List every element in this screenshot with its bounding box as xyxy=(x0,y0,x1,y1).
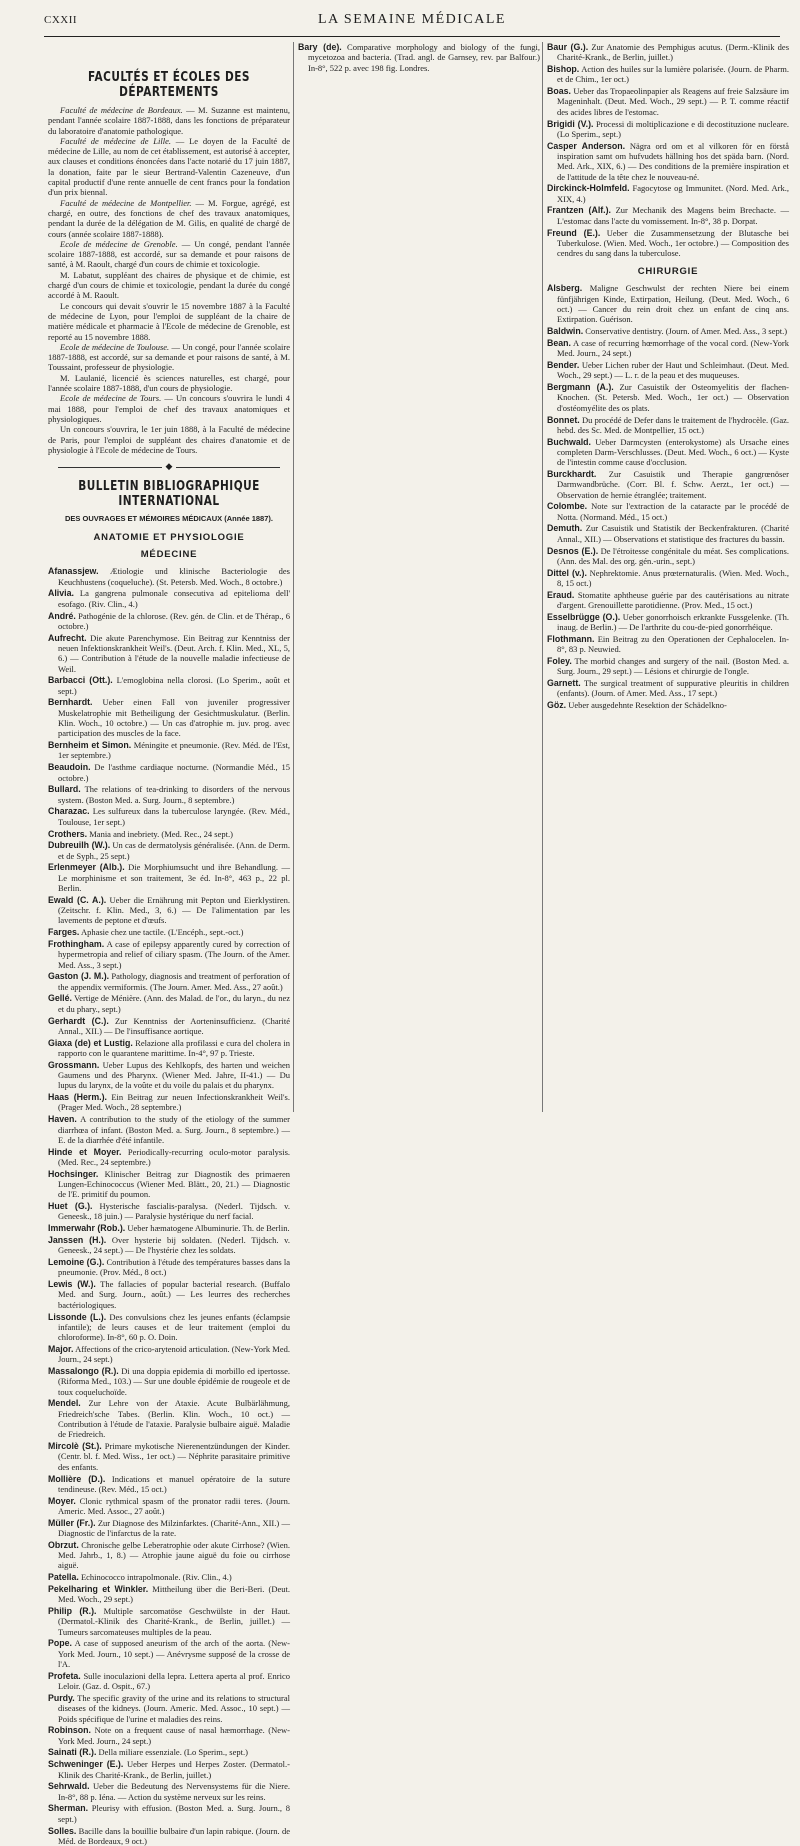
entry-text: Ueber hæmatogene Albuminurie. Th. de Berlin. xyxy=(125,1223,290,1234)
entry-author: Buchwald. xyxy=(547,436,591,447)
bibliography-entry xyxy=(547,634,789,655)
entry-text: Ueber das Tropaeolinpapier als Reagens auf freie Salzsäure im Mageninhalt. (Deut. Med. Woch., 29 sept.) — P. T. comme réactif des acides libres de l'estomac. xyxy=(557,86,789,117)
entry-text: Stomatite aphtheuse guérie par des cautérisations au nitrate d'argent. Grenouillette parotidienne. (Prov. Med., 15 oct.) xyxy=(557,589,789,611)
bibliography-entry xyxy=(48,1016,290,1037)
bibliography-entry xyxy=(48,784,290,805)
facultes-body xyxy=(48,105,290,455)
bibliography-entry xyxy=(547,86,789,117)
bibliography-entry xyxy=(48,1638,290,1669)
bibliography-entry xyxy=(48,1693,290,1724)
bibliography-entry xyxy=(48,675,290,696)
paragraph-text: Un concours s'ouvrira, le 1er juin 1888, à la Faculté de médecine de Paris, pour l'emploi de suppléant des chaires d'anatomie et de physiologie à l'Ecole de médecine de Tours. xyxy=(48,424,290,455)
entry-text: Zur Casuistik und Statistik der Beckenfrakturen. (Charité Annal., XII.) — Observations et statistique des fractures du bassin. xyxy=(557,523,789,544)
facultes-paragraph xyxy=(48,239,290,270)
entry-text: Pathology, diagnosis and treatment of perforation of the appendix vermiformis. (The Journ. Amer. Med. Ass., 27 août.) xyxy=(58,971,290,992)
journal-title: LA SEMAINE MÉDICALE xyxy=(318,12,506,27)
bulletin-heading: BULLETIN BIBLIOGRAPHIQUE INTERNATIONAL xyxy=(78,478,260,510)
entry-text: Ueber die Bedeutung des Nervensystems für die Niere. In-8°, 88 p. Iéna. — Action du système nerveux sur les reins. xyxy=(58,1781,290,1802)
entry-author: Crothers. xyxy=(48,828,88,839)
entry-author: Burckhardt. xyxy=(547,468,597,479)
bibliography-entry xyxy=(48,1235,290,1256)
section-medecine xyxy=(48,549,290,1846)
entry-text: Maligne Geschwulst der rechten Niere bei einem fünfjährigen Kinde, Extirpation, Heilung. (Deut. Med. Woch., 6 oct.) — Cancer du rein droit chez un enfant de cinq ans. Extirpation. Guérison. xyxy=(557,283,789,325)
section-heading-chirurgie: CHIRURGIE xyxy=(637,266,699,278)
entry-author: Dubreuilh (W.). xyxy=(48,840,111,851)
entry-author: Casper Anderson. xyxy=(547,140,626,151)
entry-text: Multiple sarcomatöse Geschwülste in der Haut. (Dermatol.-Klinik des Charité-Krank., de Berlin, juillet.) — Tumeurs sarcomateuses multiples de la peau. xyxy=(58,1606,290,1637)
bibliography-entry xyxy=(48,1759,290,1780)
entry-author: Gaston (J. M.). xyxy=(48,971,110,982)
entry-author: Eraud. xyxy=(547,589,575,600)
entry-author: Farges. xyxy=(48,927,80,938)
entry-text: The morbid changes and surgery of the nail. (Boston Med. a. Surg. Journ., 29 sept.) — Lésions et chirurgie de l'ongle. xyxy=(557,656,789,677)
facultes-paragraph xyxy=(48,270,290,301)
entry-text: Clonic rythmical spasm of the pronator radii teres. (Journ. Americ. Med. Assoc., 27 août.) xyxy=(58,1495,290,1516)
paragraph-text: — Un congé, pour l'année scolaire 1887-1888, est accordé, sur sa demande et pour raisons de santé, à M. Toussaint, professeur de physiologie. xyxy=(48,341,290,373)
bibliography-entry xyxy=(48,697,290,738)
entry-author: Demuth. xyxy=(547,523,583,534)
bibliography-entry xyxy=(48,862,290,893)
entry-author: Ewald (C. A.). xyxy=(48,894,107,905)
entry-text: Pleurisy with effusion. (Boston Med. a. Surg. Journ., 8 sept.) xyxy=(58,1803,290,1824)
entry-author: Garnett. xyxy=(547,678,581,689)
bibliography-entry xyxy=(547,119,789,140)
bibliography-entry xyxy=(48,1671,290,1692)
entry-author: Bullard. xyxy=(48,784,81,795)
bibliography-entry xyxy=(48,1803,290,1824)
entry-text: Bacille dans la bouillie bulbaire d'un lapin rabique. (Journ. de Méd. de Bordeaux, 9 oct.) xyxy=(58,1825,290,1846)
entry-author: Solles. xyxy=(48,1825,77,1836)
entry-author: Flothmann. xyxy=(547,633,595,644)
entry-text: Nägra ord om et al vilkoren för en förstå inspiration samt om hufvudets hällning hos det späda barn. (Nord. Med. Ark., XIX, 6.) — Des conditions de la première inspiration et de l'attitude de la tête chez le nouveau-né. xyxy=(557,140,789,182)
bibliography-entry xyxy=(48,1147,290,1168)
entry-author: Haven. xyxy=(48,1114,77,1125)
bibliography-entry xyxy=(48,762,290,783)
entry-text: Primare mykotische Nierenentzündungen der Kinder. (Centr. bl. f. Med. Wiss., 1er oct.) — Néphrite parasitaire primitive des enfants. xyxy=(58,1441,290,1472)
entry-author: Immerwahr (Rob.). xyxy=(48,1223,126,1234)
entry-text: Indications et manuel opératoire de la suture tendineuse. (Rev. Méd., 15 oct.) xyxy=(58,1473,290,1494)
text-column-3 xyxy=(547,42,789,1114)
entry-author: Janssen (H.). xyxy=(48,1235,107,1245)
entry-text: Nephrektomie. Anus prœternaturalis. (Wien. Med. Woch., 8, 15 oct.) xyxy=(557,567,789,588)
bibliography-entry xyxy=(298,42,540,73)
entry-author: Bergmann (A.). xyxy=(547,382,614,393)
paragraph-lead: Ecole de médecine de Tours. xyxy=(60,393,162,404)
entry-text: Ueber Lichen ruber der Haut und Schleimhaut. (Deut. Med. Woch., 29 sept.) — L. r. de la peau et des muqueuses. xyxy=(557,360,789,381)
entry-author: Boas. xyxy=(547,86,571,97)
bibliography-entry xyxy=(547,141,789,182)
entry-author: Robinson. xyxy=(48,1725,92,1736)
bibliography-entry xyxy=(48,588,290,609)
bibliography-entry xyxy=(48,1747,290,1757)
bibliography-entry xyxy=(547,700,789,710)
bibliography-entry xyxy=(48,1344,290,1365)
bibliography-entry xyxy=(547,64,789,85)
entry-author: Dittel (v.). xyxy=(547,567,587,578)
paragraph-lead: Ecole de médecine de Toulouse. xyxy=(60,341,170,352)
entry-author: Aufrecht. xyxy=(48,632,87,643)
entry-text: The fallacies of popular bacterial research. (Buffalo Med. and Surg. Journ., août.) — Les leurres des recherches bactériologiques. xyxy=(58,1279,290,1310)
facultes-paragraph xyxy=(48,198,290,239)
section-divider: ◆ xyxy=(48,461,290,473)
entry-text: Note on a frequent cause of nasal hæmorrhage. (New-York Med. Journ., 24 sept.) xyxy=(58,1725,290,1746)
column-divider xyxy=(542,42,543,1112)
bibliography-entry xyxy=(547,415,789,436)
bibliography-entry xyxy=(547,437,789,468)
bibliography-entry xyxy=(48,566,290,587)
entry-text: Vertige de Ménière. (Ann. des Malad. de l'or., du laryn., du nez et du phary., sept.) xyxy=(58,993,290,1014)
entry-text: Over hysterie bij soldaten. (Nederl. Tijdsch. v. Geneesk., 24 sept.) — De l'hystérie chez les soldats. xyxy=(58,1235,290,1256)
bibliography-entry xyxy=(48,1223,290,1233)
entry-text: Affections of the crico-arytenoid articulation. (New-York Med. Journ., 24 sept.) xyxy=(58,1343,290,1365)
bibliography-entry xyxy=(547,501,789,522)
entry-author: Frantzen (Alf.). xyxy=(547,205,612,216)
entry-text: La gangrena pulmonale consecutiva ad epitelioma dell' esofago. (Riv. Clin., 4.) xyxy=(58,588,290,609)
entry-text: Zur Lehre von der Ataxie. Acute Bulbärlähmung, Friedreich'sche Tabes. (Berlin. Klin. Woch., 10 oct.) — Contribution à l'étude de l'ataxie. Paralysie bulbaire aiguë. Maladie de Friedreich. xyxy=(58,1398,290,1440)
bibliography-entry xyxy=(547,326,789,336)
facultes-heading: FACULTÉS ET ÉCOLES DES DÉPARTEMENTS xyxy=(88,69,250,100)
entry-text: Ueber Darmcysten (enterokystome) als Ursache eines completen Darm-Verschlusses. (Deut. Med. Woch., 6 oct.) — Kyste de l'intestin comme cause d'occlusion. xyxy=(557,436,789,468)
entry-author: Gellé. xyxy=(48,993,72,1004)
bibliography-entry xyxy=(48,1496,290,1517)
bibliography-entry xyxy=(48,895,290,926)
bibliography-entry xyxy=(48,1441,290,1472)
bibliography-entry xyxy=(48,1201,290,1222)
text-column-2 xyxy=(298,42,540,1114)
bibliography-entry xyxy=(547,183,789,204)
entry-author: Alsberg. xyxy=(547,283,583,294)
bibliography-entry xyxy=(547,523,789,544)
entry-text: Ein Beitrag zu den Operationen der Cephalocelen. In-8°, 83 p. Neuwied. xyxy=(557,633,789,655)
entry-author: Purdy. xyxy=(48,1692,75,1703)
entry-author: Baur (G.). xyxy=(547,42,589,52)
bibliography-entry xyxy=(48,971,290,992)
entry-text: Mania and inebriety. (Med. Rec., 24 sept.) xyxy=(87,828,233,839)
entry-author: Mircolè (St.). xyxy=(48,1441,102,1452)
entry-author: Dirckinck-Holmfeld. xyxy=(547,183,630,194)
section-heading: ANATOMIE ET PHYSIOLOGIE xyxy=(93,532,245,544)
entry-text: Di una doppia epidemia di morbillo ed ipertosse. (Riforma Med., 103.) — Sur une double épidémie de rougeole et de toux coqueluchoïde. xyxy=(58,1366,290,1397)
entry-text: Fagocytose og Immunitet. (Nord. Med. Ark., XIX, 4.) xyxy=(557,183,789,204)
entry-text: Du procédé de Defer dans le traitement de l'hydrocèle. (Gaz. hebd. des Sc. Med. de Montpellier, 15 oct.) xyxy=(557,414,789,435)
entry-author: Brigidi (V.). xyxy=(547,118,594,129)
entry-author: Huet (G.). xyxy=(48,1201,93,1212)
entry-text: Zur Anatomie des Pemphigus acutus. (Derm.-Klinik des Charité-Krank., de Berlin, juillet.) xyxy=(557,42,790,63)
entry-author: Bary (de). xyxy=(298,42,342,52)
entry-author: Massalongo (R.). xyxy=(48,1366,119,1377)
entry-text: A case of epilepsy apparently cured by correction of hypermetropia and relief of ciliary spasm. (The Journ. of the Amer. Med. Ass., 3 sept.) xyxy=(58,938,290,970)
bibliography-entry xyxy=(547,656,789,677)
facultes-paragraph xyxy=(48,301,290,342)
entry-text: Ein Beitrag zur neuen Infectionskrankheit Weil's. (Prager Med. Woch., 28 septembre.) xyxy=(58,1092,290,1113)
entry-author: Bernheim et Simon. xyxy=(48,740,132,751)
bibliography-entry xyxy=(48,840,290,861)
bibliography-entry xyxy=(48,1606,290,1637)
bibliography-entry xyxy=(48,1572,290,1582)
bibliography-entry xyxy=(547,360,789,381)
bibliography-entry xyxy=(547,546,789,567)
text-column-1 xyxy=(48,42,291,1846)
bibliography-entry xyxy=(547,568,789,589)
entry-text: Contribution à l'étude des températures basses dans la pneumonie. (Prov. Méd., 8 oct.) xyxy=(58,1257,290,1278)
entry-list-continued xyxy=(298,42,540,73)
entry-author: Colombe. xyxy=(547,501,588,512)
bibliography-entry xyxy=(547,283,789,324)
entry-text: Zur Mechanik des Magens beim Brechacte. — L'estomac dans l'acte du vomissement. In-8°, 38 p. Dorpat. xyxy=(557,205,789,226)
entry-text: Echinococco intrapolmonale. (Riv. Clin., 4.) xyxy=(78,1572,232,1583)
bibliography-entry xyxy=(547,612,789,633)
entry-author: Desnos (E.). xyxy=(547,545,599,556)
entry-text: A case of supposed aneurism of the arch of the aorta. (New-York Med. Journ., 10 sept.) — Anévrysme supposé de la crosse de l'A. xyxy=(58,1638,290,1670)
bibliography-entry xyxy=(48,1060,290,1091)
entry-author: Bean. xyxy=(547,337,571,348)
entry-author: Esselbrügge (O.). xyxy=(547,611,621,622)
entry-author: Bender. xyxy=(547,360,580,371)
entry-author: André. xyxy=(48,610,76,621)
entry-author: Barbacci (Ott.). xyxy=(48,675,113,686)
entry-author: Beaudoin. xyxy=(48,762,91,773)
entry-author: Lewis (W.). xyxy=(48,1279,96,1290)
entry-text: Della miliare essenziale. (Lo Sperim., sept.) xyxy=(96,1747,248,1758)
entry-text: A case of recurring hœmorrhage of the vocal cord. (New-York Med. Journ., 24 sept.) xyxy=(557,337,789,359)
entry-text: The surgical treatment of suppurative pleuritis in children (enfants). (Journ. of Amer. Med. Ass., 17 sept.) xyxy=(557,678,789,699)
bibliography-entry xyxy=(547,228,789,259)
entry-author: Lissonde (L.). xyxy=(48,1311,107,1322)
entry-author: Haas (Herm.). xyxy=(48,1092,107,1103)
entry-text: Conservative dentistry. (Journ. of Amer. Med. Ass., 3 sept.) xyxy=(583,326,788,337)
entry-list-continued xyxy=(547,42,789,258)
entry-author: Gerhardt (C.). xyxy=(48,1015,109,1026)
entry-text: Note sur l'extraction de la cataracte par le procédé de Notta. (Normand. Méd., 15 oct.) xyxy=(557,501,789,522)
entry-text: Un cas de dermatolysis généralisée. (Ann. de Derm. et de Syph., 25 sept.) xyxy=(58,840,290,861)
header-rule xyxy=(44,36,780,37)
entry-author: Mendel. xyxy=(48,1398,81,1409)
facultes-paragraph xyxy=(48,105,290,136)
entry-author: Pope. xyxy=(48,1638,72,1649)
bibliography-entry xyxy=(48,1474,290,1495)
page-number: CXXII xyxy=(44,14,78,26)
paragraph-text: — M. Forgue, agrégé, est chargé, en outre, des fonctions de chef des travaux anatomiques, pendant la durée de la délégation de M. Gilis, en qualité de chargé de cours (année scolaire 1887-1888). xyxy=(48,197,290,239)
bibliography-entry xyxy=(48,633,290,674)
bibliography-entry xyxy=(48,1781,290,1802)
entry-author: Pekelharing et Winkler. xyxy=(48,1584,149,1594)
facultes-paragraph xyxy=(48,424,290,455)
paragraph-text: — Un concours s'ouvrira le lundi 4 mai 1888, pour l'emploi de chef des travaux anatomiques et physiologiques. xyxy=(48,393,290,424)
paragraph-lead: Faculté de médecine de Montpellier. xyxy=(60,197,192,208)
entry-author: Obrzut. xyxy=(48,1539,79,1550)
bibliography-entry xyxy=(48,1257,290,1278)
entry-author: Baldwin. xyxy=(547,326,584,337)
entry-text: Comparative morphology and biology of the fungi, mycetozoa and bacteria. (Trad. angl. de Garnsey, rev. par Balfour.) In-8°, 522 p. avec 198 fig. Londres. xyxy=(308,42,541,73)
entry-author: Freund (E.). xyxy=(547,227,601,238)
entry-text: Zur Diagnose des Milzinfarktes. (Charité-Ann., XII.) — Diagnostic de l'infarctus de la rate. xyxy=(58,1517,290,1539)
entry-author: Sherman. xyxy=(48,1803,89,1814)
entry-author: Sainati (R.). xyxy=(48,1747,97,1758)
paragraph-lead: Faculté de médecine de Bordeaux. xyxy=(60,105,183,115)
bibliography-entry xyxy=(48,1092,290,1113)
entry-author: Lemoine (G.). xyxy=(48,1257,105,1268)
bibliography-entry xyxy=(48,939,290,970)
entry-author: Giaxa (de) et Lustig. xyxy=(48,1037,133,1048)
bibliography-entry xyxy=(48,1584,290,1605)
entry-list xyxy=(48,566,290,1846)
paragraph-text: — M. Suzanne est maintenu, pendant l'année scolaire 1887-1888, dans les fonctions de préparateur du laboratoire d'anatomie pathologique. xyxy=(48,105,290,136)
entry-author: Hinde et Moyer. xyxy=(48,1146,122,1157)
entry-text: Ueber Herpes und Herpes Zoster. (Dermatol.-Klinik des Charité-Krank., de Berlin, juillet.) xyxy=(58,1759,290,1780)
entry-author: Erlenmeyer (Alb.). xyxy=(48,862,125,873)
paragraph-lead: Faculté de médecine de Lille. xyxy=(60,135,171,146)
entry-text: Les sulfureux dans la tuberculose laryngée. (Rev. Méd., Toulouse, 1er sept.) xyxy=(58,806,290,827)
entry-text: De l'asthme cardiaque nocturne. (Normandie Méd., 15 octobre.) xyxy=(58,762,290,783)
entry-text: Processi di moltiplicazione e di decostituzione nucleare. (Lo Sperim., sept.) xyxy=(557,118,790,139)
entry-author: Afanassjew. xyxy=(48,566,99,577)
entry-author: Hochsinger. xyxy=(48,1168,99,1179)
bibliography-entry xyxy=(547,590,789,611)
entry-author: Frothingham. xyxy=(48,938,105,949)
entry-text: The specific gravity of the urine and its relations to structural diseases of the kidneys. (Journ. Americ. Med. Assoc., 10 sept.) — Poids spécifique de l'urine et maladies des reins. xyxy=(58,1692,290,1724)
entry-text: Ueber Lupus des Kehlkopfs, des harten und weichen Gaumens und des Pharynx. (Wiener Med. Jahre, II-41.) — Du lupus du larynx, de la voûte et du voile du palais et du pharynx. xyxy=(58,1059,290,1091)
facultes-paragraph xyxy=(48,393,290,424)
page-header xyxy=(44,8,780,34)
bibliography-entry xyxy=(48,1540,290,1571)
bibliography-entry xyxy=(48,927,290,937)
entry-author: Bishop. xyxy=(547,64,580,75)
entry-author: Bonnet. xyxy=(547,414,580,425)
entry-text: Zur Casuistik der Osteomyelitis der flachen-Knochen. (St. Petersb. Med. Woch., 1er oct.) — Observation d'ostéomyélite des os plats. xyxy=(557,382,789,413)
entry-text: Ueber die Ernährung mit Pepton und Eierklystiren. (Zeitschr. f. Klin. Med., 3, 6.) — De l'alimentation par les lavements de peptone et d'œufs. xyxy=(58,894,290,926)
paragraph-text: M. Laulanié, licencié ès sciences naturelles, est chargé, pour l'année scolaire 1887-1888, d'un cours de physiologie. xyxy=(48,372,290,394)
bibliography-entry xyxy=(48,1114,290,1145)
entry-text: Pathogénie de la chlorose. (Rev. gén. de Clin. et de Thérap., 6 octobre.) xyxy=(58,610,290,631)
entry-author: Moyer. xyxy=(48,1495,76,1506)
entry-author: Alivia. xyxy=(48,588,74,599)
entry-text: Ueber ausgedehnte Resektion der Schädelkno- xyxy=(566,700,727,711)
bibliography-entry xyxy=(48,1518,290,1539)
entry-text: De l'étroitesse congénitale du méat. Ses complications. (Ann. des Mal. des org. gén.-urin., sept.) xyxy=(557,545,789,566)
bibliography-entry xyxy=(48,1725,290,1746)
bulletin-subtitle: DES OUVRAGES ET MÉMOIRES MÉDICAUX (Année 1887). xyxy=(65,514,273,524)
bibliography-entry xyxy=(547,338,789,359)
entry-author: Schweninger (E.). xyxy=(48,1759,124,1770)
entry-text: Die Morphiumsucht und ihre Behandlung. — Le morphinisme et son traitement, 3e éd. In-8°, 463 p., 22 pl. Berlin. xyxy=(58,862,290,893)
column-divider xyxy=(293,42,294,1112)
bibliography-entry xyxy=(48,1169,290,1200)
entry-text: Ueber die Zusammensetzung der Blutasche bei Tuberkulose. (Wien. Med. Woch., 1er octobre.) — Composition des cendres du sang dans la tuberculose. xyxy=(557,227,789,259)
entry-author: Patella. xyxy=(48,1572,79,1583)
bibliography-entry xyxy=(48,1279,290,1310)
bibliography-entry xyxy=(48,1826,290,1846)
entry-text: Ueber einen Fall von juveniler progressiver Muskelatrophie mit Betheiligung der Gesichtmuskulatur. (Berlin. Klin. Woch., 10 octobre.) — Un cas d'atrophie m. juv. prog. avec participation des muscles de la face. xyxy=(58,697,290,739)
entry-author: Mollière (D.). xyxy=(48,1473,106,1484)
entry-text: L'emoglobina nella clorosi. (Lo Sperim., août et sept.) xyxy=(58,675,290,696)
entry-text: Ætiologie und klinische Bacteriologie des Keuchhustens (coqueluche). (St. Petersb. Med. Woch., 8 octobre.) xyxy=(58,566,290,587)
entry-author: Profeta. xyxy=(48,1670,81,1681)
entry-text: A contribution to the study of the etiology of the summer diarrhœa of infant. (Boston Med. a. Surg. Journ., 8 septembre.) — E. de la diarrhée d'été infantile. xyxy=(58,1114,290,1145)
bibliography-entry xyxy=(547,678,789,699)
entry-text: Chronische gelbe Leberatrophie oder akute Cirrhose? (Wien. Med. Jahrb., 1, 8.) — Atrophie jaune aiguë du foie ou cirrhose aiguë. xyxy=(58,1539,290,1571)
section-heading: MÉDECINE xyxy=(140,549,198,561)
entry-text: Periodically-recurring oculo-motor paralysis. (Med. Rec., 24 septembre.) xyxy=(58,1146,290,1167)
entry-text: Sulle inoculazioni della lepra. Lettera aperta al prof. Enrico Leloir. (Gaz. d. Ospit., 67.) xyxy=(58,1670,290,1692)
entry-text: Zur Kenntniss der Aorteninsufficienz. (Charité Annal., XII.) — De l'insuffisance aortique. xyxy=(58,1015,290,1036)
paragraph-text: — Le doyen de la Faculté de médecine de Lille, au nom de cet établissement, est autorisé à accepter, aux clauses et conditions énoncées dans l'acte notarié du 17 juin 1887, la donation, faite par le sieur Bertrand-Valentin Cazeneuve, d'un capital productif d'une rente annuelle de cent francs pour la fondation d'un prix biennal. xyxy=(48,135,291,198)
entry-text: Klinischer Beitrag zur Diagnostik des primaeren Lungen-Echinococcus (Wiener Med. Blätt., 20, 21.) — Diagnostic de l'E. primitif du poumon. xyxy=(58,1168,290,1200)
facultes-paragraph xyxy=(48,136,290,198)
entry-text: Die akute Parenchymose. Ein Beitrag zur Kenntniss der neuen Infektionskrankheit Weil's. (Deut. Arch. f. Klin. Med., XL, 5, 6.) — Contribution à l'étude de la nouvelle maladie infectieuse de Weil. xyxy=(58,632,290,674)
paragraph-text: Le concours qui devait s'ouvrir le 15 novembre 1887 à la Faculté de médecine de Lyon, pour l'emploi de suppléant de la chaire de matière médicale et pharmacie à l'Ecole de médecine de Grenoble, est reporté au 15 novembre 1888. xyxy=(48,300,290,342)
entry-text: The relations of tea-drinking to disorders of the nervous system. (Boston Med. a. Surg. Journ., 8 septembre.) xyxy=(58,784,290,805)
paragraph-lead: Ecole de médecine de Grenoble. xyxy=(60,238,178,249)
facultes-paragraph xyxy=(48,373,290,394)
bibliography-entry xyxy=(48,1398,290,1439)
entry-author: Charazac. xyxy=(48,806,90,817)
bibliography-entry xyxy=(48,1366,290,1397)
bibliography-entry xyxy=(48,806,290,827)
bibliography-entry xyxy=(547,205,789,226)
entry-text: Aphasie chez une tactile. (L'Encéph., sept.-oct.) xyxy=(79,927,244,938)
bibliography-entry xyxy=(48,1038,290,1059)
entry-text: Méningite et pneumonie. (Rev. Méd. de l'Est, 1er septembre.) xyxy=(58,740,291,761)
bibliography-entry xyxy=(48,740,290,761)
section-anatomie xyxy=(48,532,290,544)
facultes-paragraph xyxy=(48,342,290,373)
bibliography-entry xyxy=(48,993,290,1014)
entry-text: Mittheilung über die Beri-Beri. (Deut. Med. Woch., 29 sept.) xyxy=(58,1584,290,1605)
paragraph-text: M. Labatut, suppléant des chaires de physique et de chimie, est chargé d'un cours de chimie et toxicologie, pendant la durée du congé accordé à M. Raoult. xyxy=(48,269,290,301)
bibliography-entry xyxy=(48,829,290,839)
paragraph-text: — Un congé, pendant l'année scolaire 1887-1888, est accordé, sur sa demande et pour raisons de santé, à M. Raoult, chargé d'un cours de chimie et toxicologie. xyxy=(48,238,290,270)
entry-text: Zur Casuistik und Therapie gangrœnöser Darmwandbrüche. (Corr. Bl. f. Schw. Aerzt., 1er oct.) — Observation de hernie étranglée; traitement. xyxy=(557,468,789,500)
entry-author: Grossmann. xyxy=(48,1059,100,1070)
entry-author: Bernhardt. xyxy=(48,697,93,708)
entry-text: Relazione alla profilassi e cura del cholera in rapporto con le quarantene marittime. In-4°, 97 p. Trieste. xyxy=(58,1037,290,1058)
bibliography-entry xyxy=(48,611,290,632)
entry-text: Action des huiles sur la lumière polarisée. (Journ. de Pharm. et de Chim., 1er oct.) xyxy=(557,64,789,85)
entry-author: Foley. xyxy=(547,656,572,667)
entry-text: Ueber gonorrhoisch erkrankte Fussgelenke. (Th. inaug. de Berlin.) — De l'arthrite du cou-de-pied gonorrhéique. xyxy=(557,611,789,633)
bibliography-entry xyxy=(547,382,789,413)
entry-author: Göz. xyxy=(547,700,567,711)
entry-text: Hysterische fascialis-paralysa. (Nederl. Tijdsch. v. Geneesk., 18 juin.) — Paralysie hystérique du nerf facial. xyxy=(58,1201,290,1222)
entry-author: Philip (R.). xyxy=(48,1606,97,1617)
bibliography-entry xyxy=(547,42,789,63)
entry-author: Müller (Fr.). xyxy=(48,1517,96,1528)
bibliography-entry xyxy=(547,469,789,500)
entry-author: Sehrwald. xyxy=(48,1781,90,1792)
bibliography-entry xyxy=(48,1312,290,1343)
entry-text: Des convulsions chez les jeunes enfants (éclampsie infantile); de leurs causes et de leur traitement (emploi du chloroforme). In-8°, 60 p. O. Doin. xyxy=(58,1311,290,1343)
entry-author: Major. xyxy=(48,1343,74,1354)
